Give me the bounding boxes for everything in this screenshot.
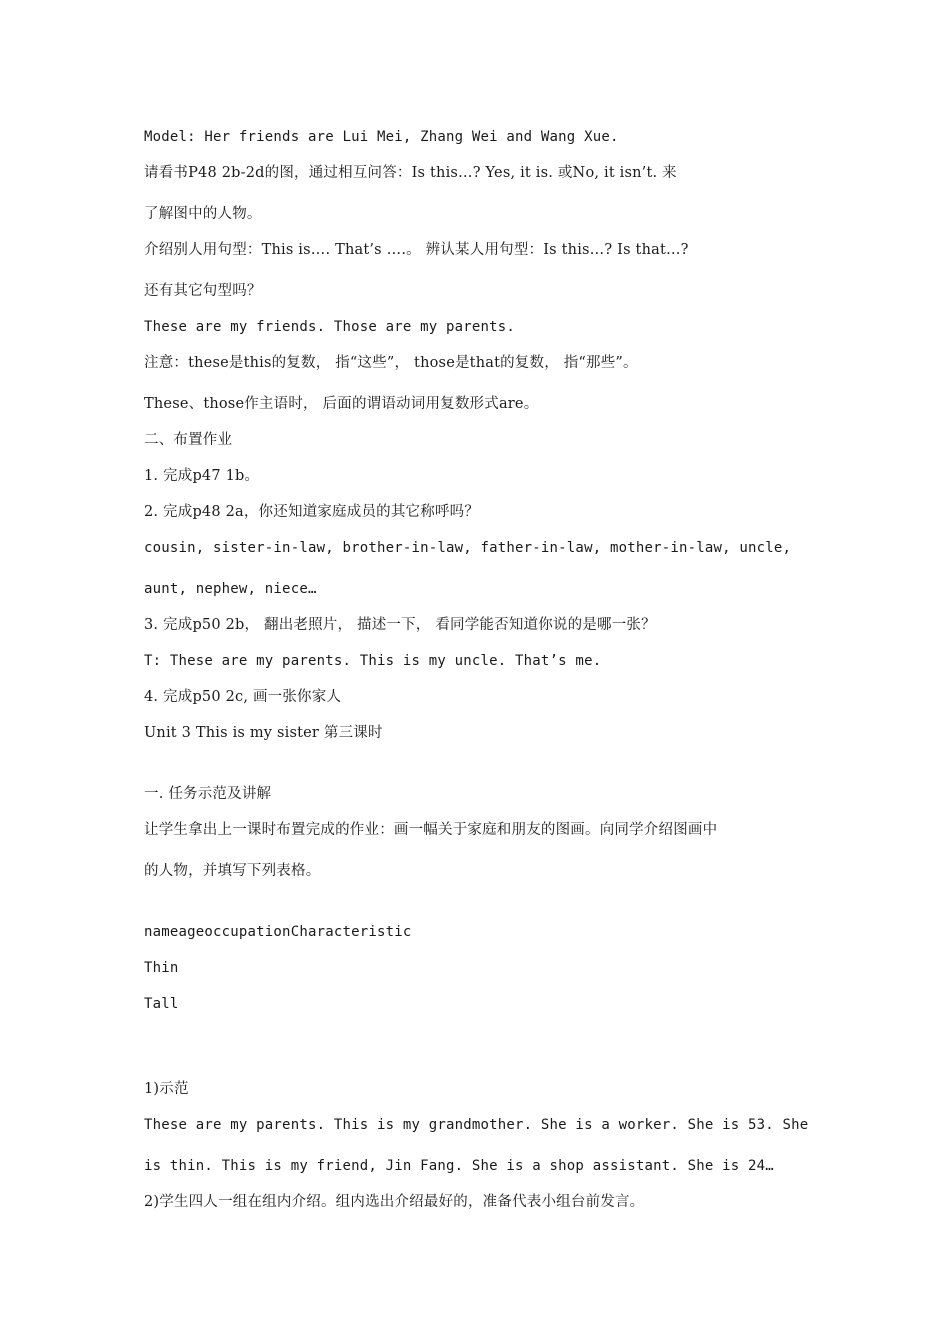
note-line: These、those作主语时， 后面的谓语动词用复数形式are。 [144, 396, 539, 412]
note-line: 注意：these是this的复数， 指“这些”， those是that的复数， 指“那些”。 [144, 355, 638, 371]
sub-heading: 2)学生四人一组在组内介绍。组内选出介绍最好的，准备代表小组台前发言。 [144, 1194, 645, 1210]
table-row-text: Tall [144, 996, 179, 1012]
vocabulary-line: aunt, nephew, niece… [144, 581, 317, 597]
example-sentence: T: These are my parents. This is my uncle. That’s me. [144, 653, 602, 669]
example-paragraph-line: These are my parents. This is my grandmother. She is a worker. She is 53. She [144, 1117, 809, 1133]
sub-heading: 1)示范 [144, 1081, 189, 1097]
example-paragraph-line: is thin. This is my friend, Jin Fang. She is a shop assistant. She is 24… [144, 1158, 774, 1174]
section-heading: 一. 任务示范及讲解 [144, 786, 272, 802]
paragraph-line: 让学生拿出上一课时布置完成的作业：画一幅关于家庭和朋友的图画。向同学介绍图画中 [144, 822, 718, 838]
list-item: 3. 完成p50 2b， 翻出老照片， 描述一下， 看同学能否知道你说的是哪一张？ [144, 617, 656, 633]
table-row-text: Thin [144, 960, 179, 976]
section-heading: 二、布置作业 [144, 432, 233, 448]
list-item: 4. 完成p50 2c, 画一张你家人 [144, 689, 342, 705]
model-sentence: Model: Her friends are Lui Mei, Zhang Wei and Wang Xue. [144, 129, 619, 145]
table-header-text: nameageoccupationCharacteristic [144, 924, 412, 940]
paragraph-line: 介绍别人用句型：This is…. That’s ….。 辨认某人用句型：Is this…? Is that…? [144, 242, 689, 258]
example-sentence: These are my friends. Those are my parents. [144, 319, 516, 335]
vocabulary-line: cousin, sister-in-law, brother-in-law, father-in-law, mother-in-law, uncle, [144, 540, 792, 556]
paragraph-line: 了解图中的人物。 [144, 206, 262, 222]
unit-title: Unit 3 This is my sister 第三课时 [144, 725, 383, 741]
paragraph-line: 请看书P48 2b-2d的图，通过相互问答：Is this…? Yes, it is. 或No, it isn’t. 来 [144, 165, 677, 181]
document-page [144, 0, 814, 1344]
paragraph-line: 的人物，并填写下列表格。 [144, 863, 321, 879]
paragraph-line: 还有其它句型吗？ [144, 283, 262, 299]
list-item: 1. 完成p47 1b。 [144, 468, 260, 484]
list-item: 2. 完成p48 2a，你还知道家庭成员的其它称呼吗？ [144, 504, 480, 520]
